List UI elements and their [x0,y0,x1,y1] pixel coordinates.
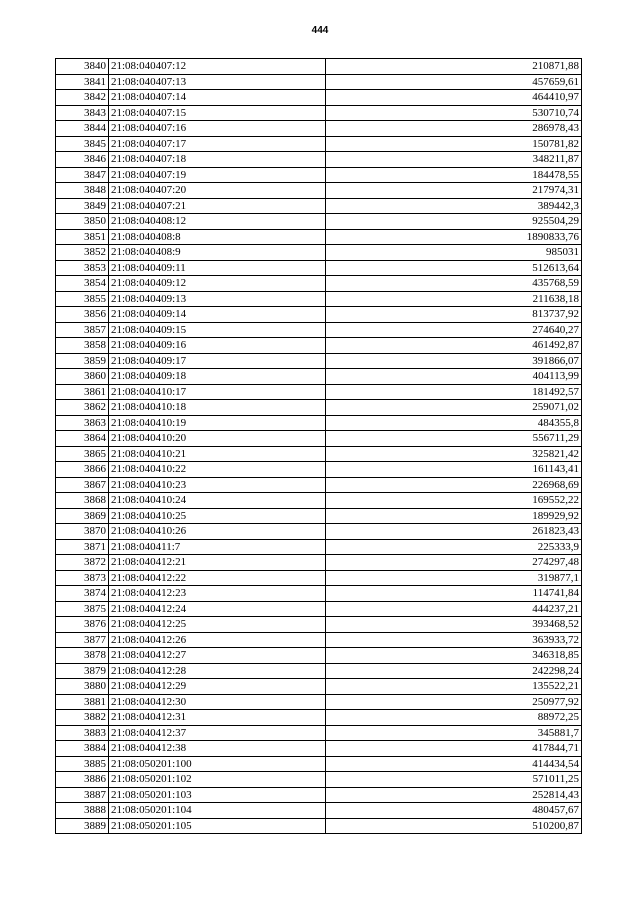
cadastral-number-cell: 21:08:040409:12 [109,276,326,292]
table-row [56,446,582,462]
table-row [56,570,582,586]
table-row [56,415,582,431]
value-cell: 252814,43 [326,787,582,803]
table-row [56,338,582,354]
row-number-cell: 3888 [56,803,109,819]
value-cell: 259071,02 [326,400,582,416]
table-row [56,462,582,478]
value-cell: 226968,69 [326,477,582,493]
cadastral-number-cell: 21:08:040409:18 [109,369,326,385]
value-cell: 250977,92 [326,694,582,710]
row-number-cell: 3869 [56,508,109,524]
table-row [56,601,582,617]
cadastral-number-cell: 21:08:050201:103 [109,787,326,803]
cadastral-number-cell: 21:08:040412:29 [109,679,326,695]
table-row [56,508,582,524]
table-row [56,198,582,214]
table-row [56,400,582,416]
cadastral-number-cell: 21:08:040407:15 [109,105,326,121]
cadastral-number-cell: 21:08:040407:21 [109,198,326,214]
table-row [56,183,582,199]
row-number-cell: 3886 [56,772,109,788]
row-number-cell: 3846 [56,152,109,168]
cadastral-number-cell: 21:08:040410:24 [109,493,326,509]
table-row [56,772,582,788]
table-row [56,710,582,726]
row-number-cell: 3840 [56,59,109,75]
cadastral-number-cell: 21:08:040412:24 [109,601,326,617]
row-number-cell: 3882 [56,710,109,726]
table-row [56,493,582,509]
row-number-cell: 3851 [56,229,109,245]
row-number-cell: 3887 [56,787,109,803]
value-cell: 319877,1 [326,570,582,586]
row-number-cell: 3845 [56,136,109,152]
row-number-cell: 3847 [56,167,109,183]
cadastral-number-cell: 21:08:040409:14 [109,307,326,323]
table-row [56,74,582,90]
cadastral-number-cell: 21:08:040410:23 [109,477,326,493]
row-number-cell: 3856 [56,307,109,323]
row-number-cell: 3858 [56,338,109,354]
row-number-cell: 3889 [56,818,109,834]
value-cell: 1890833,76 [326,229,582,245]
cadastral-number-cell: 21:08:040408:8 [109,229,326,245]
cadastral-number-cell: 21:08:040412:21 [109,555,326,571]
cadastral-number-cell: 21:08:040409:16 [109,338,326,354]
row-number-cell: 3880 [56,679,109,695]
table-row [56,663,582,679]
value-cell: 225333,9 [326,539,582,555]
cadastral-number-cell: 21:08:040412:26 [109,632,326,648]
row-number-cell: 3843 [56,105,109,121]
value-cell: 217974,31 [326,183,582,199]
row-number-cell: 3879 [56,663,109,679]
row-number-cell: 3853 [56,260,109,276]
table-row [56,694,582,710]
row-number-cell: 3878 [56,648,109,664]
row-number-cell: 3862 [56,400,109,416]
table-row [56,555,582,571]
value-cell: 211638,18 [326,291,582,307]
cadastral-number-cell: 21:08:040411:7 [109,539,326,555]
cadastral-number-cell: 21:08:040412:31 [109,710,326,726]
value-cell: 414434,54 [326,756,582,772]
value-cell: 181492,57 [326,384,582,400]
table-row [56,214,582,230]
cadastral-number-cell: 21:08:040410:26 [109,524,326,540]
value-cell: 461492,87 [326,338,582,354]
cadastral-number-cell: 21:08:040410:21 [109,446,326,462]
row-number-cell: 3850 [56,214,109,230]
value-cell: 150781,82 [326,136,582,152]
cadastral-number-cell: 21:08:040412:27 [109,648,326,664]
table-row [56,725,582,741]
table-row [56,477,582,493]
row-number-cell: 3855 [56,291,109,307]
value-cell: 348211,87 [326,152,582,168]
cadastral-number-cell: 21:08:040409:15 [109,322,326,338]
value-cell: 189929,92 [326,508,582,524]
value-cell: 389442,3 [326,198,582,214]
table-row [56,229,582,245]
row-number-cell: 3863 [56,415,109,431]
value-cell: 286978,43 [326,121,582,137]
cadastral-number-cell: 21:08:040407:16 [109,121,326,137]
cadastral-number-cell: 21:08:040407:13 [109,74,326,90]
row-number-cell: 3881 [56,694,109,710]
row-number-cell: 3864 [56,431,109,447]
cadastral-number-cell: 21:08:040409:13 [109,291,326,307]
cadastral-number-cell: 21:08:040408:12 [109,214,326,230]
value-cell: 184478,55 [326,167,582,183]
table-row [56,322,582,338]
value-cell: 210871,88 [326,59,582,75]
cadastral-number-cell: 21:08:040410:20 [109,431,326,447]
table-row [56,59,582,75]
value-cell: 391866,07 [326,353,582,369]
value-cell: 444237,21 [326,601,582,617]
table-row [56,369,582,385]
cadastral-number-cell: 21:08:050201:100 [109,756,326,772]
value-cell: 484355,8 [326,415,582,431]
row-number-cell: 3870 [56,524,109,540]
cadastral-number-cell: 21:08:050201:105 [109,818,326,834]
cadastral-value-table [55,58,582,834]
value-cell: 274640,27 [326,322,582,338]
value-cell: 242298,24 [326,663,582,679]
cadastral-number-cell: 21:08:040412:23 [109,586,326,602]
cadastral-number-cell: 21:08:040412:37 [109,725,326,741]
cadastral-number-cell: 21:08:040412:30 [109,694,326,710]
table-row [56,136,582,152]
row-number-cell: 3842 [56,90,109,106]
table-row [56,121,582,137]
value-cell: 345881,7 [326,725,582,741]
table-row [56,756,582,772]
table-row [56,167,582,183]
value-cell: 464410,97 [326,90,582,106]
table-row [56,679,582,695]
value-cell: 88972,25 [326,710,582,726]
value-cell: 261823,43 [326,524,582,540]
value-cell: 274297,48 [326,555,582,571]
value-cell: 169552,22 [326,493,582,509]
cadastral-number-cell: 21:08:040412:38 [109,741,326,757]
value-cell: 925504,29 [326,214,582,230]
cadastral-number-cell: 21:08:040410:22 [109,462,326,478]
value-cell: 135522,21 [326,679,582,695]
table-row [56,353,582,369]
row-number-cell: 3873 [56,570,109,586]
value-cell: 346318,85 [326,648,582,664]
row-number-cell: 3866 [56,462,109,478]
table-row [56,787,582,803]
value-cell: 813737,92 [326,307,582,323]
row-number-cell: 3859 [56,353,109,369]
row-number-cell: 3875 [56,601,109,617]
row-number-cell: 3844 [56,121,109,137]
value-cell: 417844,71 [326,741,582,757]
cadastral-number-cell: 21:08:040409:11 [109,260,326,276]
row-number-cell: 3877 [56,632,109,648]
value-cell: 404113,99 [326,369,582,385]
cadastral-number-cell: 21:08:050201:104 [109,803,326,819]
cadastral-number-cell: 21:08:040412:25 [109,617,326,633]
cadastral-number-cell: 21:08:040412:28 [109,663,326,679]
cadastral-number-cell: 21:08:040407:19 [109,167,326,183]
table-row [56,384,582,400]
cadastral-number-cell: 21:08:040408:9 [109,245,326,261]
table-row [56,307,582,323]
row-number-cell: 3841 [56,74,109,90]
table-row [56,152,582,168]
cadastral-number-cell: 21:08:040410:25 [109,508,326,524]
cadastral-number-cell: 21:08:040410:19 [109,415,326,431]
table-row [56,648,582,664]
value-cell: 571011,25 [326,772,582,788]
cadastral-number-cell: 21:08:040409:17 [109,353,326,369]
value-cell: 480457,67 [326,803,582,819]
cadastral-number-cell: 21:08:040410:17 [109,384,326,400]
row-number-cell: 3867 [56,477,109,493]
row-number-cell: 3860 [56,369,109,385]
table-row [56,803,582,819]
value-cell: 161143,41 [326,462,582,478]
row-number-cell: 3876 [56,617,109,633]
value-cell: 530710,74 [326,105,582,121]
table-row [56,260,582,276]
row-number-cell: 3861 [56,384,109,400]
value-cell: 457659,61 [326,74,582,90]
page-number: 444 [311,25,329,36]
value-cell: 363933,72 [326,632,582,648]
row-number-cell: 3849 [56,198,109,214]
value-cell: 985031 [326,245,582,261]
table-row [56,617,582,633]
cadastral-number-cell: 21:08:040407:14 [109,90,326,106]
cadastral-number-cell: 21:08:050201:102 [109,772,326,788]
table-row [56,90,582,106]
cadastral-number-cell: 21:08:040412:22 [109,570,326,586]
table-row [56,291,582,307]
value-cell: 114741,84 [326,586,582,602]
table-row [56,105,582,121]
value-cell: 512613,64 [326,260,582,276]
cadastral-number-cell: 21:08:040407:12 [109,59,326,75]
table-row [56,276,582,292]
value-cell: 510200,87 [326,818,582,834]
table-row [56,524,582,540]
value-cell: 325821,42 [326,446,582,462]
row-number-cell: 3871 [56,539,109,555]
table-row [56,818,582,834]
value-cell: 393468,52 [326,617,582,633]
cadastral-number-cell: 21:08:040410:18 [109,400,326,416]
table-row [56,741,582,757]
row-number-cell: 3884 [56,741,109,757]
row-number-cell: 3868 [56,493,109,509]
table-row [56,632,582,648]
row-number-cell: 3848 [56,183,109,199]
row-number-cell: 3854 [56,276,109,292]
table-row [56,431,582,447]
value-cell: 556711,29 [326,431,582,447]
row-number-cell: 3883 [56,725,109,741]
row-number-cell: 3885 [56,756,109,772]
row-number-cell: 3874 [56,586,109,602]
table-row [56,539,582,555]
table-row [56,245,582,261]
cadastral-number-cell: 21:08:040407:20 [109,183,326,199]
table-body [56,59,582,834]
cadastral-number-cell: 21:08:040407:17 [109,136,326,152]
row-number-cell: 3865 [56,446,109,462]
value-cell: 435768,59 [326,276,582,292]
table-row [56,586,582,602]
row-number-cell: 3852 [56,245,109,261]
row-number-cell: 3857 [56,322,109,338]
row-number-cell: 3872 [56,555,109,571]
cadastral-number-cell: 21:08:040407:18 [109,152,326,168]
